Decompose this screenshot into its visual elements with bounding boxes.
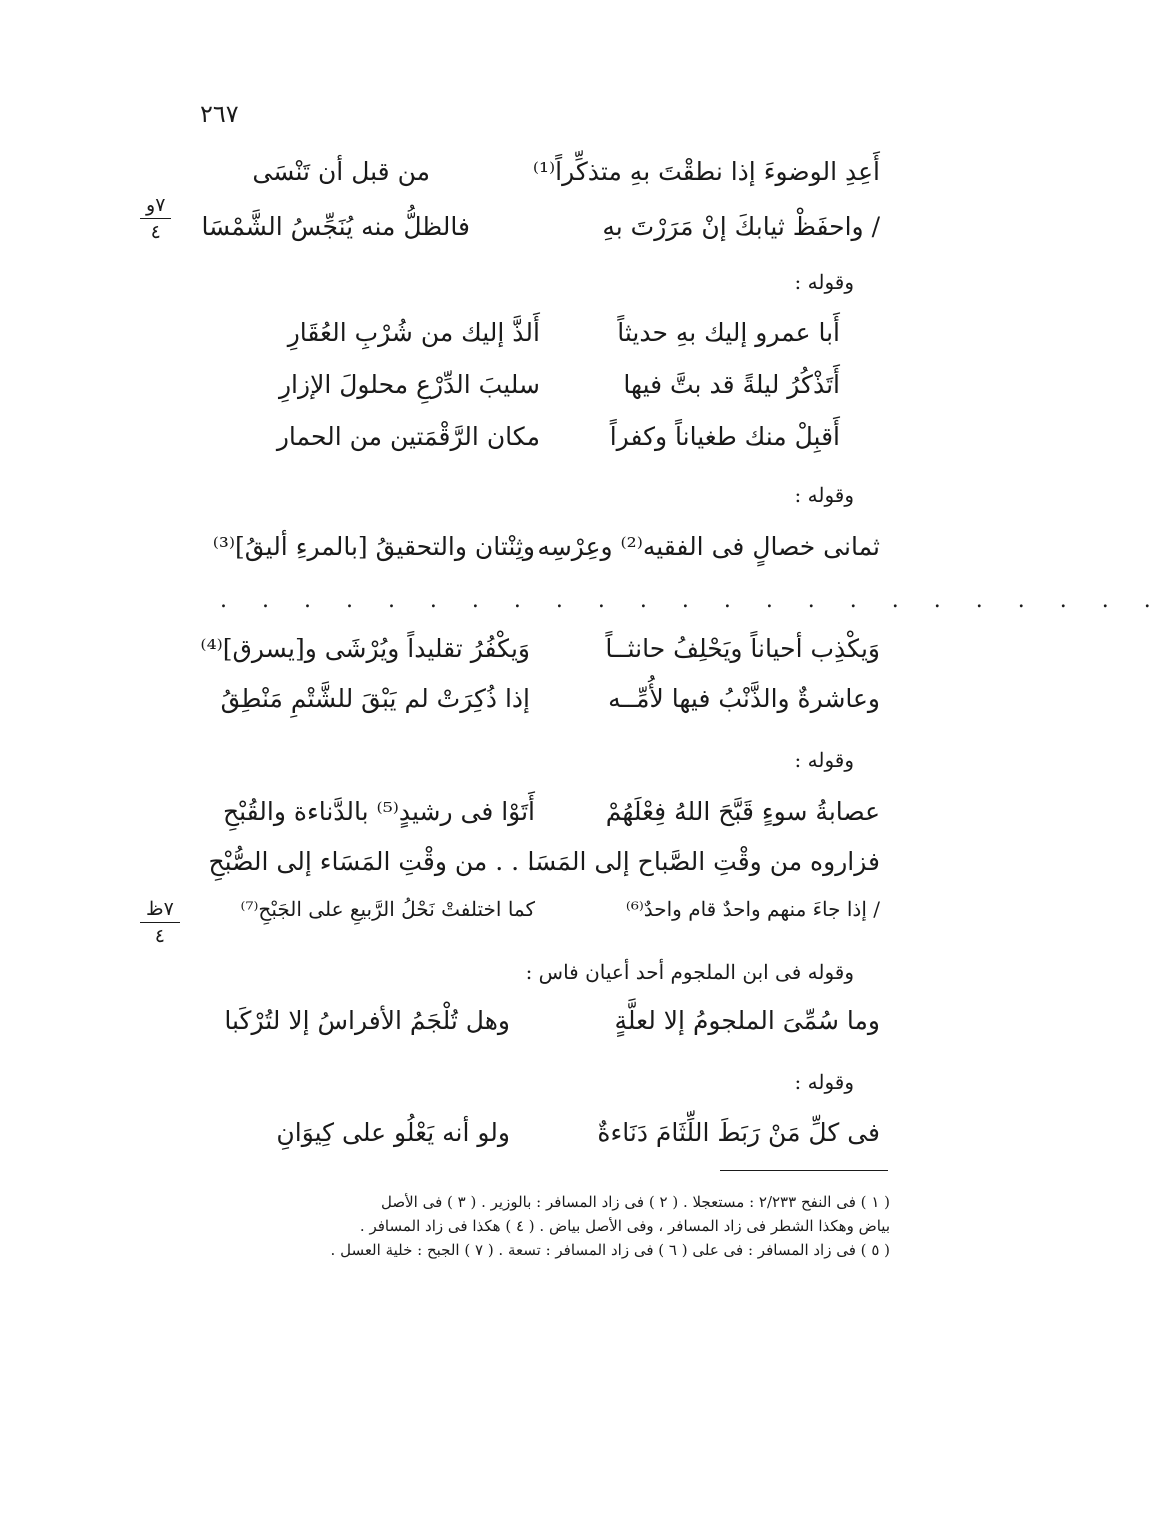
verse-line — [200, 157, 880, 193]
hemistich-first: وما سُمِّىَ الملجومُ إلا لعلَّةٍ — [614, 1006, 880, 1035]
hemistich-second: سليبَ الدِّرْعِ محلولَ الإزارِ — [278, 370, 540, 399]
verse-line — [195, 897, 880, 933]
hemistich-second: مكان الرَّقْمَتين من الحمار — [276, 422, 540, 451]
hemistich-first: وعاشرةٌ والذَّنْبُ فيها لأُمِّــه — [608, 684, 880, 713]
footnote-line: بياض وهكذا الشطر فى زاد المسافر ، وفى الأصل بياض . ( ٤ ) هكذا فى زاد المسافر . — [359, 1217, 890, 1235]
hemistich-first: / إذا جاءَ منهم واحدٌ قام واحدٌ⁽⁶⁾ — [625, 897, 880, 921]
verse-line — [195, 634, 880, 670]
hemistich-second: وهل تُلْجَمُ الأفراسُ إلا لتُرْكَبا — [224, 1006, 510, 1035]
verse-line — [195, 532, 880, 568]
hemistich-second: من قبل أن تَنْسَى — [252, 157, 430, 186]
hemistich-first: أَبا عمرو إليك بهِ حديثاً — [617, 318, 840, 347]
folio-quire: ٤ — [150, 221, 161, 243]
verse-line — [195, 847, 880, 883]
verse-line — [195, 1118, 880, 1154]
hemistich-first: فزاروه من وقْتِ الصَّباح إلى المَسَا — [527, 847, 880, 876]
footnote-rule — [720, 1170, 888, 1171]
footnotes — [200, 1190, 890, 1262]
intro-label: وقوله : — [794, 1070, 854, 1094]
hemistich-second: . . . من وقْتِ المَسَاء إلى الصُّبْحِ — [208, 847, 535, 876]
hemistich-first: / واحفَظْ ثيابكَ إنْ مَرَرْتَ بهِ — [602, 212, 880, 241]
verse-line — [240, 370, 840, 406]
intro-label: وقوله فى ابن الملجوم أحد أعيان فاس : — [525, 960, 854, 984]
footnote-line: ( ٥ ) فى زاد المسافر : فى على ( ٦ ) فى زاد المسافر : تسعة . ( ٧ ) الجبح : خلية العسل . — [330, 1241, 890, 1259]
hemistich-second: وثِنْتان والتحقيقُ [بالمرءِ أليقُ]⁽³⁾ — [212, 532, 535, 561]
intro-label: وقوله : — [794, 270, 854, 294]
hemistich-second: كما اختلفتْ نَحْلُ الرَّبيعِ على الجَبْحِ⁽⁷⁾ — [240, 897, 535, 921]
page-number: ٢٦٧ — [200, 100, 239, 128]
folio-margin-note — [140, 898, 180, 947]
hemistich-second: أَتَوْا فى رشيدٍ⁽⁵⁾ بالدَّناءة والقُبْحِ — [222, 797, 535, 826]
intro-label: وقوله : — [794, 483, 854, 507]
hemistich-first: أَتَذْكُرُ ليلةً قد بتَّ فيها — [623, 370, 840, 399]
hemistich-first: أَعِدِ الوضوءَ إذا نطقْتَ بهِ متذكِّراً⁽¹⁾ — [532, 157, 880, 186]
hemistich-first: وَيكْذِب أحياناً ويَحْلِفُ حانثــاً — [605, 634, 880, 663]
hemistich-first: أَقبِلْ منك طغياناً وكفراً — [609, 422, 840, 451]
hemistich-second: إذا ذُكِرَتْ لم يَبْقَ للشَّتْمِ مَنْطِقُ — [220, 684, 530, 713]
folio-quire: ٤ — [154, 925, 165, 947]
hemistich-second: ولو أنه يَعْلُو على كِيوَانِ — [276, 1118, 510, 1147]
hemistich-second: وَيكْفُرُ تقليداً ويُرْشَى و[يسرق]⁽⁴⁾ — [200, 634, 530, 663]
hemistich-second: فالظلُّ منه يُنَجِّسُ الشَّمْسَا — [201, 212, 470, 241]
verse-line — [200, 212, 880, 248]
verse-line — [240, 422, 840, 458]
verse-line — [195, 1006, 880, 1042]
hemistich-first: فى كلِّ مَنْ رَبَطَ اللِّثَامَ دَنَاءةٌ — [597, 1118, 880, 1147]
intro-label: وقوله : — [794, 748, 854, 772]
hemistich-first: ثمانى خصالٍ فى الفقيه⁽²⁾ وعِرْسِه — [537, 532, 880, 561]
folio-number: ٧ظ — [140, 898, 180, 923]
folio-number: ٧و — [140, 194, 171, 219]
folio-margin-note — [140, 194, 171, 243]
ellipsis-line: . . . . . . . . . . . . . . . . . . . . . . . — [220, 588, 1165, 613]
hemistich-first: عصابةُ سوءٍ قَبَّحَ اللهُ فِعْلَهُمْ — [605, 797, 880, 826]
verse-line — [195, 797, 880, 833]
hemistich-second: أَلذَّ إليك من شُرْبِ العُقَارِ — [287, 318, 540, 347]
footnote-line: ( ١ ) فى النفح ٢/٢٣٣ : مستعجلا . ( ٢ ) فى زاد المسافر : بالوزير . ( ٣ ) فى الأصل — [381, 1193, 890, 1211]
verse-line — [195, 684, 880, 720]
verse-line — [240, 318, 840, 354]
